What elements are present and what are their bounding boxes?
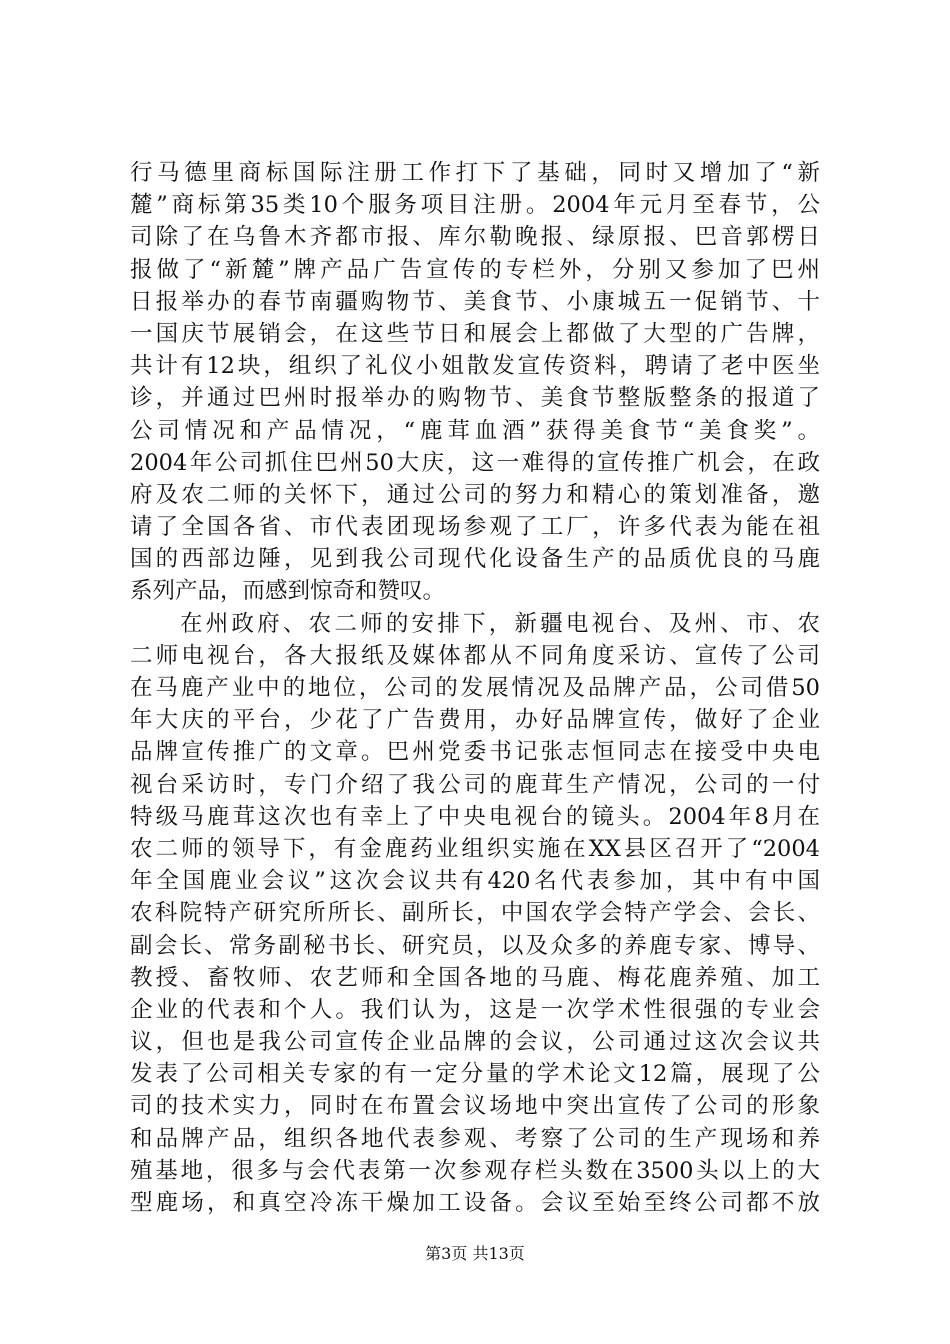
text-line: 公司情况和产品情况，“鹿茸血酒”获得美食节“美食奖”。	[130, 417, 820, 444]
text-line: 府及农二师的关怀下，通过公司的努力和精心的策划准备，邀	[130, 481, 820, 508]
text-line: 2004年公司抓住巴州50大庆，这一难得的宣传推广机会，在政	[130, 449, 820, 476]
text-line: 年全国鹿业会议”这次会议共有420名代表参加，其中有中国	[130, 868, 820, 895]
text-line: 行马德里商标国际注册工作打下了基础，同时又增加了“新	[130, 160, 820, 186]
text-line: 司除了在乌鲁木齐都市报、库尔勒晚报、绿原报、巴音郭楞日	[130, 224, 820, 251]
text-line: 年大庆的平台，少花了广告费用，办好品牌宣传，做好了企业	[130, 707, 820, 734]
text-line: 国的西部边陲，见到我公司现代化设备生产的品质优良的马鹿	[130, 546, 820, 573]
text-line: 农科院特产研究所所长、副所长，中国农学会特产学会、会长、	[130, 900, 820, 927]
text-line: 型鹿场，和真空冷冻干燥加工设备。会议至始至终公司都不放	[130, 1190, 820, 1216]
page-footer	[0, 1243, 950, 1265]
text-line: 司的技术实力，同时在布置会议场地中突出宣传了公司的形象	[130, 1093, 820, 1120]
text-line: 教授、畜牧师、农艺师和全国各地的马鹿、梅花鹿养殖、加工	[130, 964, 820, 991]
text-line: 在马鹿产业中的地位，公司的发展情况及品牌产品，公司借50	[130, 675, 820, 701]
text-line: 品牌宣传推广的文章。巴州党委书记张志恒同志在接受中央电	[130, 739, 820, 766]
text-line: 麓”商标第35类10个服务项目注册。2004年元月至春节，公	[130, 192, 820, 219]
text-line: 殖基地，很多与会代表第一次参观存栏头数在3500头以上的大	[130, 1157, 820, 1184]
text-line: 二师电视台，各大报纸及媒体都从不同角度采访、宣传了公司	[130, 642, 820, 669]
text-line: 特级马鹿茸这次也有幸上了中央电视台的镜头。2004年8月在	[130, 803, 820, 830]
text-line: 日报举办的春节南疆购物节、美食节、小康城五一促销节、十	[130, 288, 820, 315]
text-line: 诊，并通过巴州时报举办的购物节、美食节整版整条的报道了	[130, 385, 820, 412]
text-line: 和品牌产品，组织各地代表参观、考察了公司的生产现场和养	[130, 1125, 820, 1152]
body-text	[130, 157, 820, 1219]
text-line: 请了全国各省、市代表团现场参观了工厂，许多代表为能在祖	[130, 514, 820, 541]
text-line: 发表了公司相关专家的有一定分量的学术论文12篇，展现了公	[130, 1061, 820, 1088]
text-line: 企业的代表和个人。我们认为，这是一次学术性很强的专业会	[130, 996, 820, 1023]
text-line: 共计有12块，组织了礼仪小姐散发宣传资料，聘请了老中医坐	[130, 353, 820, 380]
page-number: 第3页 共13页	[425, 1244, 525, 1263]
text-line: 视台采访时，专门介绍了我公司的鹿茸生产情况，公司的一付	[130, 771, 820, 798]
text-line: 一国庆节展销会，在这些节日和展会上都做了大型的广告牌，	[130, 320, 820, 347]
text-line: 在州政府、农二师的安排下，新疆电视台、及州、市、农	[180, 610, 820, 637]
text-line: 农二师的领导下，有金鹿药业组织实施在XX县区召开了“2004	[130, 835, 820, 862]
text-line: 报做了“新麓”牌产品广告宣传的专栏外，分别又参加了巴州	[130, 256, 820, 283]
text-line: 副会长、常务副秘书长、研究员，以及众多的养鹿专家、博导、	[130, 932, 820, 959]
text-line: 议，但也是我公司宣传企业品牌的会议，公司通过这次会议共	[130, 1029, 820, 1056]
text-line: 系列产品，而感到惊奇和赞叹。	[130, 578, 446, 605]
